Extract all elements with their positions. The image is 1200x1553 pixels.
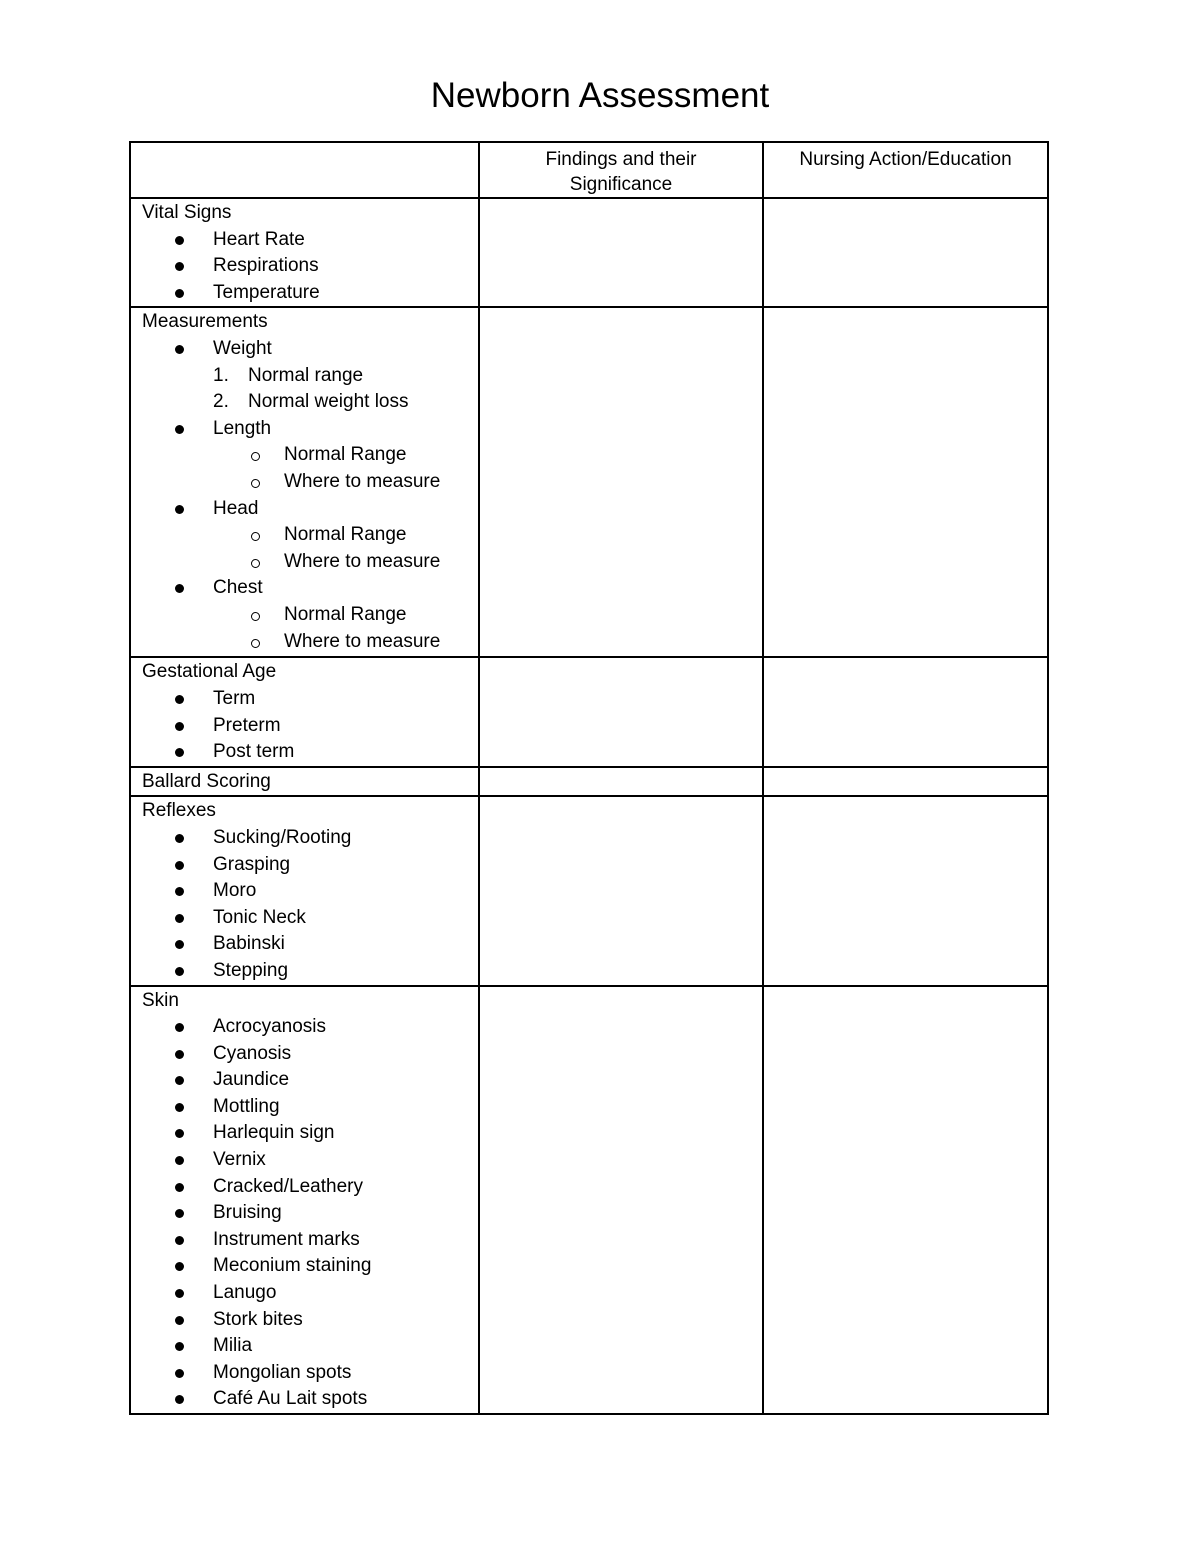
list-item (142, 1174, 478, 1201)
bullet-icon (175, 345, 184, 354)
bullet-icon (175, 1023, 184, 1032)
item-label: Milia (213, 1335, 253, 1357)
item-label: Vernix (213, 1149, 266, 1171)
header-cell-category (130, 142, 479, 198)
page-title: Newborn Assessment (430, 76, 770, 115)
nursing-action-cell[interactable] (763, 657, 1048, 766)
bullet-icon (175, 1209, 184, 1218)
item-label: Head (213, 497, 259, 519)
bullet-icon (175, 1342, 184, 1351)
list-item (142, 1360, 478, 1387)
category-title: Ballard Scoring (142, 770, 271, 792)
bullet-icon (175, 1316, 184, 1325)
bullet-icon (175, 584, 184, 593)
list-item (142, 1307, 478, 1334)
list-item (142, 253, 478, 280)
sub-list-item (142, 442, 478, 469)
list-item (142, 280, 478, 307)
bullet-icon (175, 425, 184, 434)
list-item (142, 852, 478, 879)
list-item (142, 1227, 478, 1254)
circle-bullet-icon (251, 639, 260, 648)
item-label: Stork bites (213, 1308, 303, 1330)
bullet-icon (175, 236, 184, 245)
list-item (142, 958, 478, 985)
item-label: Post term (213, 741, 295, 763)
bullet-icon (175, 834, 184, 843)
bullet-icon (175, 1183, 184, 1192)
item-label: Sucking/Rooting (213, 826, 352, 848)
bullet-icon (175, 505, 184, 514)
item-label: Mottling (213, 1095, 280, 1117)
list-item (142, 878, 478, 905)
bullet-icon (175, 1050, 184, 1059)
circle-bullet-icon (251, 612, 260, 621)
category-cell-gestational-age (130, 657, 479, 766)
list-item (142, 1014, 478, 1041)
category-cell-vital-signs (130, 198, 479, 307)
nursing-action-cell[interactable] (763, 986, 1048, 1415)
list-item (142, 825, 478, 852)
bullet-icon (175, 1369, 184, 1378)
nursing-action-cell[interactable] (763, 767, 1048, 797)
header-cell-findings (479, 142, 763, 198)
item-label: Weight (213, 337, 272, 359)
header-findings-line2: Significance (569, 174, 673, 195)
table-row (130, 198, 1048, 307)
header-findings-line1: Findings and their (545, 149, 697, 170)
findings-cell[interactable] (479, 767, 763, 797)
numbered-item (142, 363, 478, 390)
item-label: Moro (213, 880, 257, 902)
item-label: Normal range (248, 364, 364, 386)
item-label: Where to measure (284, 550, 441, 572)
table-row (130, 767, 1048, 797)
category-title: Measurements (142, 311, 268, 333)
table-row (130, 307, 1048, 657)
bullet-icon (175, 1262, 184, 1271)
list-item (142, 931, 478, 958)
item-label: Jaundice (213, 1069, 290, 1091)
table-row (130, 796, 1048, 985)
item-label: Where to measure (284, 470, 441, 492)
category-title: Gestational Age (142, 661, 277, 683)
category-cell-measurements (130, 307, 479, 657)
numbered-item (142, 389, 478, 416)
item-label: Cyanosis (213, 1042, 292, 1064)
list-item (142, 905, 478, 932)
findings-cell[interactable] (479, 657, 763, 766)
list-item (142, 496, 478, 523)
sub-list-item (142, 469, 478, 496)
list-item (142, 686, 478, 713)
bullet-icon (175, 1289, 184, 1298)
item-label: Cracked/Leathery (213, 1175, 363, 1197)
circle-bullet-icon (251, 532, 260, 541)
list-item (142, 1280, 478, 1307)
category-title: Skin (142, 989, 179, 1011)
list-item (142, 1333, 478, 1360)
findings-cell[interactable] (479, 198, 763, 307)
list-item (142, 336, 478, 363)
list-item (142, 575, 478, 602)
category-title: Reflexes (142, 800, 216, 822)
bullet-icon (175, 289, 184, 298)
header-row (130, 142, 1048, 198)
assessment-table (129, 141, 1049, 1415)
item-label: Where to measure (284, 630, 441, 652)
list-item (142, 1200, 478, 1227)
list-item (142, 1094, 478, 1121)
list-item (142, 1386, 478, 1413)
item-label: Length (213, 417, 272, 439)
bullet-icon (175, 1129, 184, 1138)
list-item (142, 227, 478, 254)
item-label: Café Au Lait spots (213, 1388, 368, 1410)
bullet-icon (175, 861, 184, 870)
number-marker: 1. (213, 364, 229, 386)
list-item (142, 416, 478, 443)
item-label: Mongolian spots (213, 1361, 352, 1383)
item-label: Preterm (213, 714, 281, 736)
item-label: Acrocyanosis (213, 1016, 326, 1038)
category-cell-reflexes (130, 796, 479, 985)
sub-list-item (142, 522, 478, 549)
findings-cell[interactable] (479, 307, 763, 657)
item-label: Normal weight loss (248, 391, 409, 413)
bullet-icon (175, 695, 184, 704)
category-cell-skin (130, 986, 479, 1415)
item-label: Temperature (213, 281, 320, 303)
bullet-icon (175, 262, 184, 271)
item-label: Lanugo (213, 1282, 277, 1304)
category-cell-ballard-scoring (130, 767, 479, 797)
bullet-icon (175, 1103, 184, 1112)
nursing-action-cell[interactable] (763, 198, 1048, 307)
bullet-icon (175, 940, 184, 949)
bullet-icon (175, 1236, 184, 1245)
category-title: Vital Signs (142, 202, 232, 223)
header-cell-nursing-action (763, 142, 1048, 198)
list-item (142, 713, 478, 740)
bullet-icon (175, 1156, 184, 1165)
circle-bullet-icon (251, 479, 260, 488)
bullet-icon (175, 748, 184, 757)
bullet-icon (175, 887, 184, 896)
header-nursing-label: Nursing Action/Education (799, 149, 1012, 170)
item-label: Meconium staining (213, 1255, 372, 1277)
item-label: Bruising (213, 1202, 282, 1224)
item-label: Grasping (213, 853, 291, 875)
bullet-icon (175, 967, 184, 976)
item-label: Chest (213, 577, 263, 599)
list-item (142, 1253, 478, 1280)
bullet-icon (175, 722, 184, 731)
item-label: Term (213, 687, 256, 709)
item-label: Babinski (213, 933, 285, 955)
list-item (142, 1041, 478, 1068)
sub-list-item (142, 629, 478, 656)
sub-list-item (142, 602, 478, 629)
list-item (142, 739, 478, 766)
list-item (142, 1067, 478, 1094)
findings-cell[interactable] (479, 986, 763, 1415)
circle-bullet-icon (251, 559, 260, 568)
circle-bullet-icon (251, 452, 260, 461)
item-label: Stepping (213, 959, 289, 981)
item-label: Normal Range (284, 444, 407, 466)
bullet-icon (175, 914, 184, 923)
list-item (142, 1147, 478, 1174)
nursing-action-cell[interactable] (763, 796, 1048, 985)
bullet-icon (175, 1076, 184, 1085)
item-label: Heart Rate (213, 228, 305, 250)
item-label: Normal Range (284, 524, 407, 546)
nursing-action-cell[interactable] (763, 307, 1048, 657)
table-row (130, 986, 1048, 1415)
table-row (130, 657, 1048, 766)
item-label: Respirations (213, 255, 319, 277)
item-label: Instrument marks (213, 1228, 360, 1250)
list-item (142, 1120, 478, 1147)
number-marker: 2. (213, 391, 229, 413)
item-label: Harlequin sign (213, 1122, 335, 1144)
item-label: Tonic Neck (213, 906, 306, 928)
bullet-icon (175, 1395, 184, 1404)
findings-cell[interactable] (479, 796, 763, 985)
sub-list-item (142, 549, 478, 576)
item-label: Normal Range (284, 603, 407, 625)
